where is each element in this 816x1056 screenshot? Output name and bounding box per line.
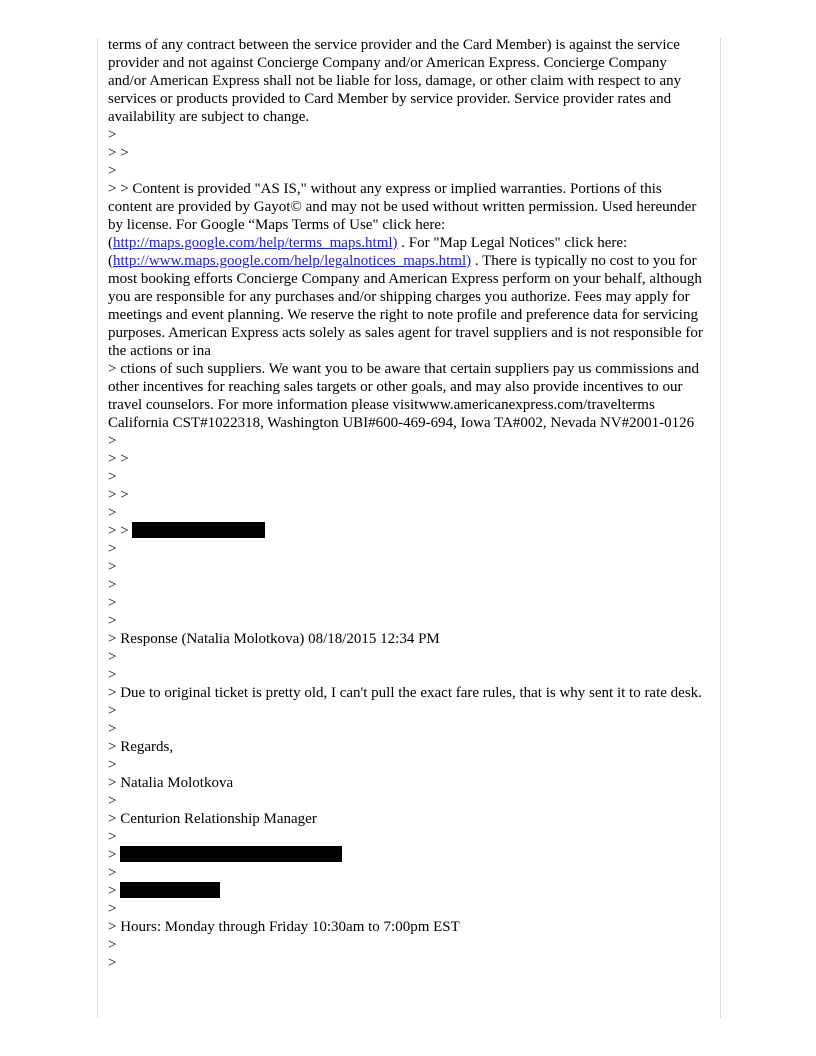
quote-marker: >: [108, 469, 117, 485]
quote-marker: > >: [108, 145, 129, 161]
maps-terms-link[interactable]: http://maps.google.com/help/terms_maps.html): [113, 235, 398, 251]
quote-marker: >: [108, 793, 117, 809]
redaction-block: [120, 882, 220, 898]
quote-marker: >: [108, 847, 117, 863]
quote-marker: >: [108, 559, 117, 575]
signoff-regards: > Regards,: [108, 739, 174, 755]
redaction-block: [120, 846, 342, 862]
quote-marker: >: [108, 577, 117, 593]
link-paren: (: [108, 253, 113, 269]
quote-marker: >: [108, 757, 117, 773]
signature-name: > Natalia Molotkova: [108, 775, 234, 791]
quote-marker: >: [108, 667, 117, 683]
redacted-line: [108, 846, 708, 864]
quote-marker: > >: [108, 523, 129, 539]
response-header: > Response (Natalia Molotkova) 08/18/2015 12:34 PM: [108, 631, 440, 647]
link-paren: (: [108, 235, 113, 251]
quote-marker: >: [108, 901, 117, 917]
disclaimer-text: . There is typically no cost to you for most booking efforts Concierge Company and American Express perform on your behalf, although you are responsible for any purchases and/or shipping charges you authorize. Fees may apply for meetings and event planning. We reserve the right to note profile and preference data for servicing purposes. American Express acts solely as sales agent for travel suppliers and is not responsible for the actions or ina: [108, 253, 703, 359]
redacted-line: [108, 522, 708, 540]
quote-marker: >: [108, 541, 117, 557]
quote-marker: >: [108, 865, 117, 881]
quote-marker: >: [108, 937, 117, 953]
redacted-line: [108, 882, 708, 900]
redaction-block: [132, 522, 265, 538]
quote-marker: >: [108, 163, 117, 179]
business-hours: > Hours: Monday through Friday 10:30am to 7:00pm EST: [108, 919, 460, 935]
quote-marker: >: [108, 505, 117, 521]
quote-marker: >: [108, 433, 117, 449]
quote-marker: >: [108, 883, 117, 899]
quote-marker: >: [108, 721, 117, 737]
quote-marker: >: [108, 127, 117, 143]
content-disclaimer-paragraph: [108, 180, 708, 360]
disclaimer-text: . For "Map Legal Notices" click here:: [397, 235, 628, 251]
quote-marker: >: [108, 955, 117, 971]
terms-paragraph: terms of any contract between the service provider and the Card Member) is against the service provider and not against Concierge Company and/or American Express. Concierge Company and/or American Express shall not be liable for loss, damage, or other claim with respect to any services or products provided to Card Member by service provider. Service provider rates and availability are subject to change.: [108, 37, 682, 125]
suppliers-paragraph: > ctions of such suppliers. We want you to be aware that certain suppliers pay us commissions and other incentives for reaching sales targets or other goals, and may also provide incentives to our travel counselors. For more information please visitwww.americanexpress.com/travelterms California CST#1022318, Washington UBI#600-469-694, Iowa TA#002, Nevada NV#2001-0126: [108, 361, 700, 431]
quote-marker: > >: [108, 487, 129, 503]
quote-marker: >: [108, 613, 117, 629]
quote-marker: >: [108, 703, 117, 719]
quote-marker: > >: [108, 451, 129, 467]
email-body: [108, 36, 708, 972]
response-message: > Due to original ticket is pretty old, I can't pull the exact fare rules, that is why sent it to rate desk.: [108, 685, 702, 701]
maps-legal-notices-link[interactable]: http://www.maps.google.com/help/legalnotices_maps.html): [113, 253, 472, 269]
signature-title: > Centurion Relationship Manager: [108, 811, 317, 827]
quote-marker: >: [108, 649, 117, 665]
disclaimer-text: > > Content is provided "AS IS," without any express or implied warranties. Portions of this content are provided by Gayot© and may not be used without written permission. Used hereunder by license. For Google “Maps Terms of Use" click here:: [108, 181, 697, 233]
quote-marker: >: [108, 829, 117, 845]
quote-marker: >: [108, 595, 117, 611]
